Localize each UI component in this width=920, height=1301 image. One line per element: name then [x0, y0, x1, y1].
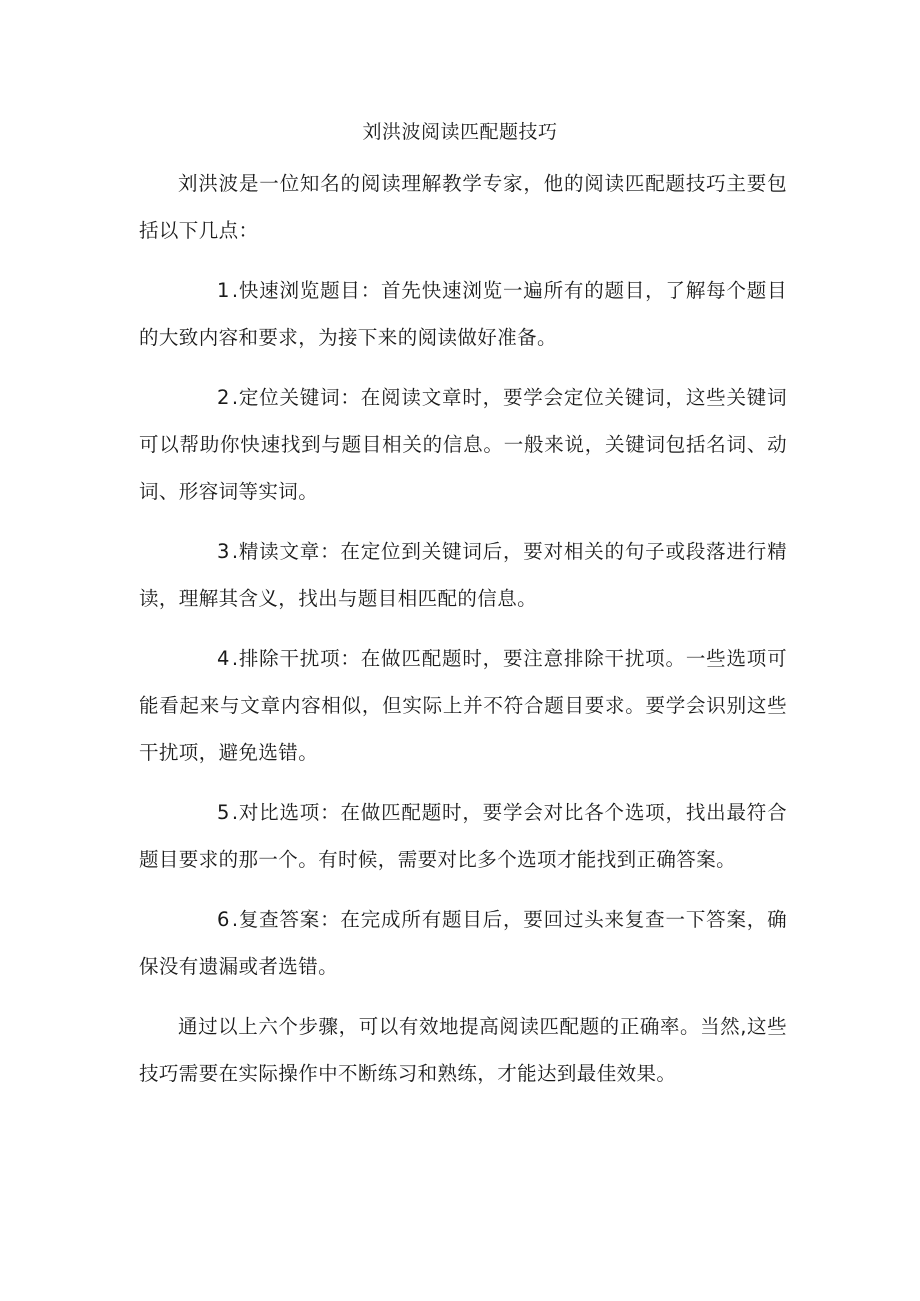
list-item: [139, 896, 787, 990]
list-item: [139, 789, 787, 883]
list-item-number: 1: [217, 279, 230, 302]
conclusion-paragraph: 通过以上六个步骤，可以有效地提高阅读匹配题的正确率。当然,这些技巧需要在实际操作中不断练习和熟练，才能达到最佳效果。: [139, 1015, 787, 1085]
document-body: [139, 160, 787, 1110]
intro-paragraph: 刘洪波是一位知名的阅读理解教学专家，他的阅读匹配题技巧主要包括以下几点：: [139, 172, 787, 242]
list-item-text: .定位关键词：在阅读文章时，要学会定位关键词，这些关键词可以帮助你快速找到与题目相关的信息。一般来说，关键词包括名词、动词、形容词等实词。: [139, 386, 787, 503]
list-item-text: .快速浏览题目：首先快速浏览一遍所有的题目，了解每个题目的大致内容和要求，为接下来的阅读做好准备。: [139, 279, 787, 349]
list-item-number: 2: [217, 386, 230, 409]
list-item-number: 5: [217, 801, 230, 824]
list-item-number: 3: [217, 540, 230, 563]
list-item: [139, 528, 787, 622]
list-item: [139, 635, 787, 776]
list-item: [139, 374, 787, 515]
list-item-text: .复查答案：在完成所有题目后，要回过头来复查一下答案，确保没有遗漏或者选错。: [139, 908, 787, 978]
list-item-text: .精读文章：在定位到关键词后，要对相关的句子或段落进行精读，理解其含义，找出与题目相匹配的信息。: [139, 540, 787, 610]
list-item: [139, 267, 787, 361]
list-item-number: 6: [217, 908, 230, 931]
list-item-text: .排除干扰项：在做匹配题时，要注意排除干扰项。一些选项可能看起来与文章内容相似，但实际上并不符合题目要求。要学会识别这些干扰项，避免选错。: [139, 647, 787, 764]
document-title: 刘洪波阅读匹配题技巧: [362, 121, 558, 143]
list-item-text: .对比选项：在做匹配题时，要学会对比各个选项，找出最符合题目要求的那一个。有时候，需要对比多个选项才能找到正确答案。: [139, 801, 787, 871]
list-item-number: 4: [217, 647, 230, 670]
